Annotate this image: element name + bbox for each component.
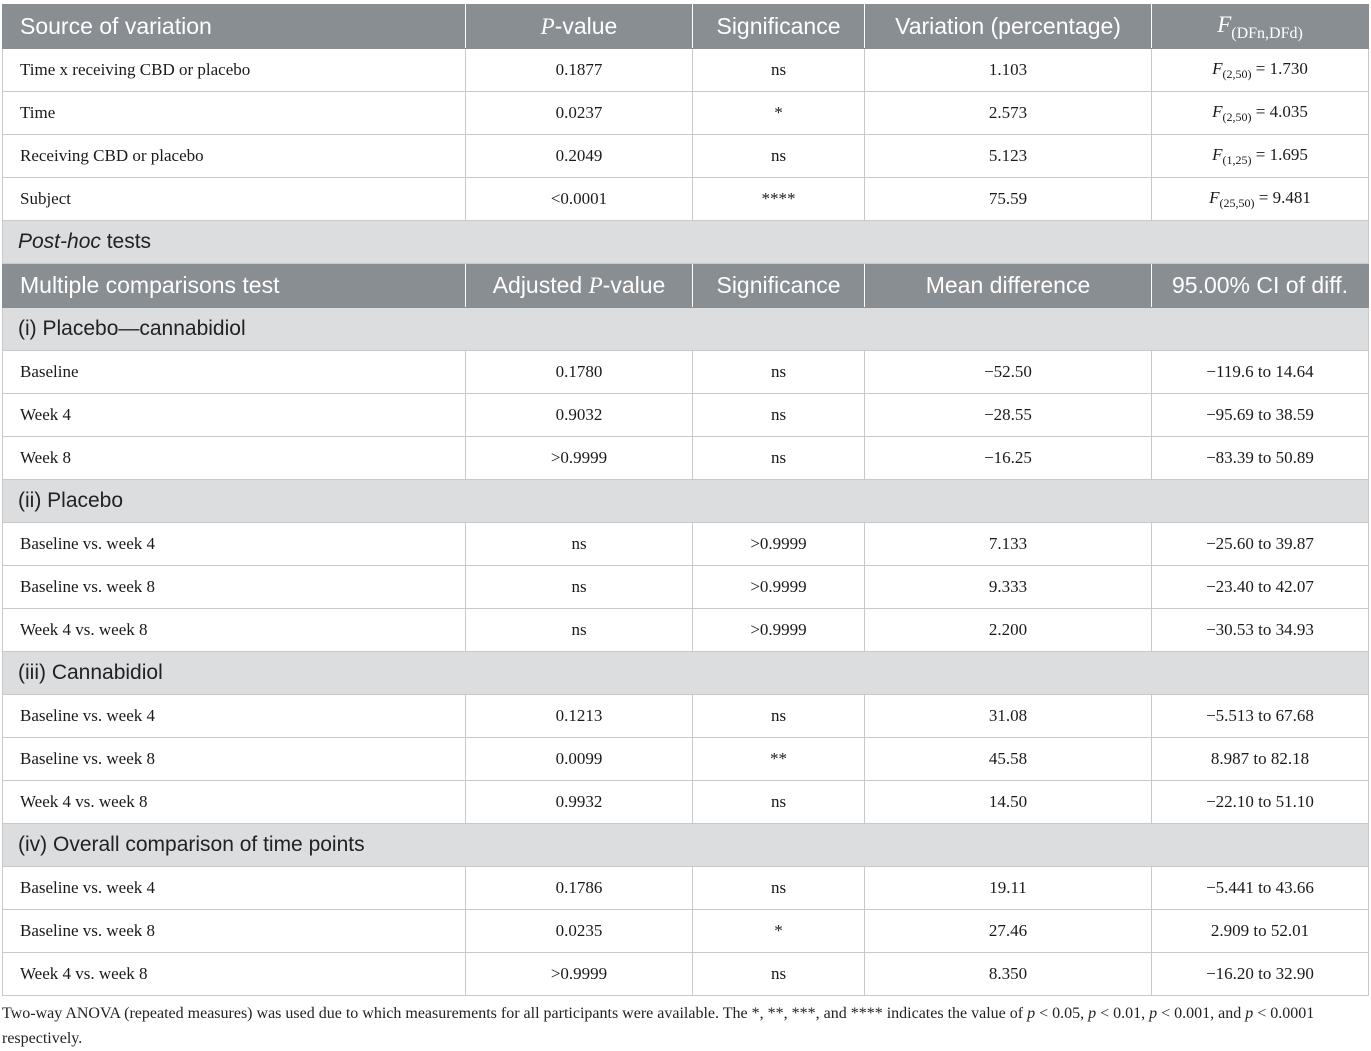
adjusted-p-cell: ns	[466, 566, 693, 609]
comparison-label: Week 4 vs. week 8	[3, 609, 466, 652]
source-cell: Subject	[3, 178, 466, 221]
f-statistic-cell	[1152, 49, 1369, 92]
variation-cell: 2.573	[865, 92, 1152, 135]
mean-difference-cell: −16.25	[865, 437, 1152, 480]
header-variation: Variation (percentage)	[865, 5, 1152, 49]
results-table	[2, 4, 1369, 996]
significance-cell: ns	[693, 781, 865, 824]
significance-cell: ****	[693, 178, 865, 221]
section-row	[3, 652, 1369, 695]
mean-difference-cell: 27.46	[865, 910, 1152, 953]
source-cell: Receiving CBD or placebo	[3, 135, 466, 178]
p-value-cell: 0.2049	[466, 135, 693, 178]
mean-difference-cell: 9.333	[865, 566, 1152, 609]
comparison-row	[3, 351, 1369, 394]
f-value: = 9.481	[1254, 187, 1311, 207]
comparison-label: Baseline vs. week 8	[3, 910, 466, 953]
comparison-label: Baseline vs. week 4	[3, 523, 466, 566]
comparison-row	[3, 437, 1369, 480]
ci-cell: −23.40 to 42.07	[1152, 566, 1369, 609]
significance-cell: ns	[693, 437, 865, 480]
header-significance: Significance	[693, 264, 865, 308]
significance-cell: ns	[693, 394, 865, 437]
mean-difference-cell: −52.50	[865, 351, 1152, 394]
significance-cell: **	[693, 738, 865, 781]
header-source: Source of variation	[3, 5, 466, 49]
significance-cell: ns	[693, 867, 865, 910]
comparison-row	[3, 781, 1369, 824]
source-cell: Time x receiving CBD or placebo	[3, 49, 466, 92]
significance-cell: >0.9999	[693, 523, 865, 566]
ci-cell: −30.53 to 34.93	[1152, 609, 1369, 652]
anova-row	[3, 49, 1369, 92]
anova-header-row	[3, 5, 1369, 49]
f-value: = 1.695	[1251, 144, 1308, 164]
adjusted-p-cell: >0.9999	[466, 953, 693, 996]
adjusted-p-cell: 0.0235	[466, 910, 693, 953]
f-letter: F	[1212, 58, 1223, 78]
section-row	[3, 308, 1369, 351]
comparison-row	[3, 867, 1369, 910]
f-statistic-cell	[1152, 178, 1369, 221]
mean-difference-cell: −28.55	[865, 394, 1152, 437]
ci-cell: −95.69 to 38.59	[1152, 394, 1369, 437]
header-test: Multiple comparisons test	[3, 264, 466, 308]
header-f-statistic: $F_{(DFn,DFd)}$	[1152, 5, 1369, 49]
adjusted-p-cell: 0.9932	[466, 781, 693, 824]
mean-difference-cell: 31.08	[865, 695, 1152, 738]
mean-difference-cell: 14.50	[865, 781, 1152, 824]
anova-row	[3, 135, 1369, 178]
f-value: = 1.730	[1251, 58, 1308, 78]
mean-difference-cell: 8.350	[865, 953, 1152, 996]
comparison-row	[3, 566, 1369, 609]
comparison-label: Baseline	[3, 351, 466, 394]
significance-cell: ns	[693, 351, 865, 394]
posthoc-title-row	[3, 221, 1369, 264]
comparison-label: Week 4 vs. week 8	[3, 781, 466, 824]
ci-cell: −119.6 to 14.64	[1152, 351, 1369, 394]
f-statistic-cell	[1152, 135, 1369, 178]
ci-cell: 8.987 to 82.18	[1152, 738, 1369, 781]
adjusted-p-cell: 0.1786	[466, 867, 693, 910]
ci-cell: −5.441 to 43.66	[1152, 867, 1369, 910]
anova-row	[3, 178, 1369, 221]
comparison-label: Week 4 vs. week 8	[3, 953, 466, 996]
ci-cell: −16.20 to 32.90	[1152, 953, 1369, 996]
significance-cell: >0.9999	[693, 566, 865, 609]
header-adjusted-p: Adjusted P-value	[466, 264, 693, 308]
comparison-row	[3, 910, 1369, 953]
adjusted-p-cell: ns	[466, 609, 693, 652]
f-subscript: (2,50)	[1222, 66, 1252, 81]
adjusted-p-cell: 0.1780	[466, 351, 693, 394]
section-title: (iii) Cannabidiol	[3, 652, 1369, 695]
section-title: (iv) Overall comparison of time points	[3, 824, 1369, 867]
section-title: (ii) Placebo	[3, 480, 1369, 523]
header-p-value: P-value	[466, 5, 693, 49]
comparison-label: Week 8	[3, 437, 466, 480]
mean-difference-cell: 45.58	[865, 738, 1152, 781]
p-value-cell: <0.0001	[466, 178, 693, 221]
comparison-row	[3, 523, 1369, 566]
significance-cell: *	[693, 92, 865, 135]
posthoc-title: Post-hoc tests	[3, 221, 1369, 264]
p-value-cell: 0.1877	[466, 49, 693, 92]
significance-cell: ns	[693, 49, 865, 92]
adjusted-p-cell: 0.1213	[466, 695, 693, 738]
f-subscript: (2,50)	[1222, 109, 1252, 124]
ci-cell: −25.60 to 39.87	[1152, 523, 1369, 566]
section-row	[3, 824, 1369, 867]
f-letter: F	[1212, 101, 1223, 121]
adjusted-p-cell: 0.9032	[466, 394, 693, 437]
source-cell: Time	[3, 92, 466, 135]
header-mean-difference: Mean difference	[865, 264, 1152, 308]
comparison-label: Baseline vs. week 4	[3, 695, 466, 738]
variation-cell: 5.123	[865, 135, 1152, 178]
f-letter: F	[1212, 144, 1223, 164]
comparison-label: Baseline vs. week 8	[3, 566, 466, 609]
significance-cell: ns	[693, 135, 865, 178]
variation-cell: 75.59	[865, 178, 1152, 221]
adjusted-p-cell: 0.0099	[466, 738, 693, 781]
comparison-row	[3, 695, 1369, 738]
ci-cell: 2.909 to 52.01	[1152, 910, 1369, 953]
comparison-row	[3, 738, 1369, 781]
significance-cell: *	[693, 910, 865, 953]
significance-cell: ns	[693, 695, 865, 738]
mean-difference-cell: 7.133	[865, 523, 1152, 566]
comparison-label: Baseline vs. week 8	[3, 738, 466, 781]
section-title: (i) Placebo—cannabidiol	[3, 308, 1369, 351]
p-value-cell: 0.0237	[466, 92, 693, 135]
f-subscript: (25,50)	[1219, 195, 1255, 210]
comparison-row	[3, 953, 1369, 996]
ci-cell: −22.10 to 51.10	[1152, 781, 1369, 824]
comparison-row	[3, 609, 1369, 652]
mean-difference-cell: 19.11	[865, 867, 1152, 910]
adjusted-p-cell: >0.9999	[466, 437, 693, 480]
section-row	[3, 480, 1369, 523]
posthoc-header-row	[3, 264, 1369, 308]
significance-cell: >0.9999	[693, 609, 865, 652]
table-footnote: Two-way ANOVA (repeated measures) was used due to which measurements for all participants were available. The *, **, ***, and **** indicates the value of p < 0.05, p < 0.01, p < 0.001, and p < 0.0001 respectively.	[2, 1005, 1315, 1047]
f-statistic-cell	[1152, 92, 1369, 135]
header-significance: Significance	[693, 5, 865, 49]
significance-cell: ns	[693, 953, 865, 996]
f-subscript: (1,25)	[1222, 152, 1252, 167]
comparison-row	[3, 394, 1369, 437]
comparison-label: Week 4	[3, 394, 466, 437]
comparison-label: Baseline vs. week 4	[3, 867, 466, 910]
anova-row	[3, 92, 1369, 135]
ci-cell: −5.513 to 67.68	[1152, 695, 1369, 738]
mean-difference-cell: 2.200	[865, 609, 1152, 652]
variation-cell: 1.103	[865, 49, 1152, 92]
ci-cell: −83.39 to 50.89	[1152, 437, 1369, 480]
adjusted-p-cell: ns	[466, 523, 693, 566]
f-value: = 4.035	[1251, 101, 1308, 121]
header-ci: 95.00% CI of diff.	[1152, 264, 1369, 308]
f-letter: F	[1209, 187, 1220, 207]
